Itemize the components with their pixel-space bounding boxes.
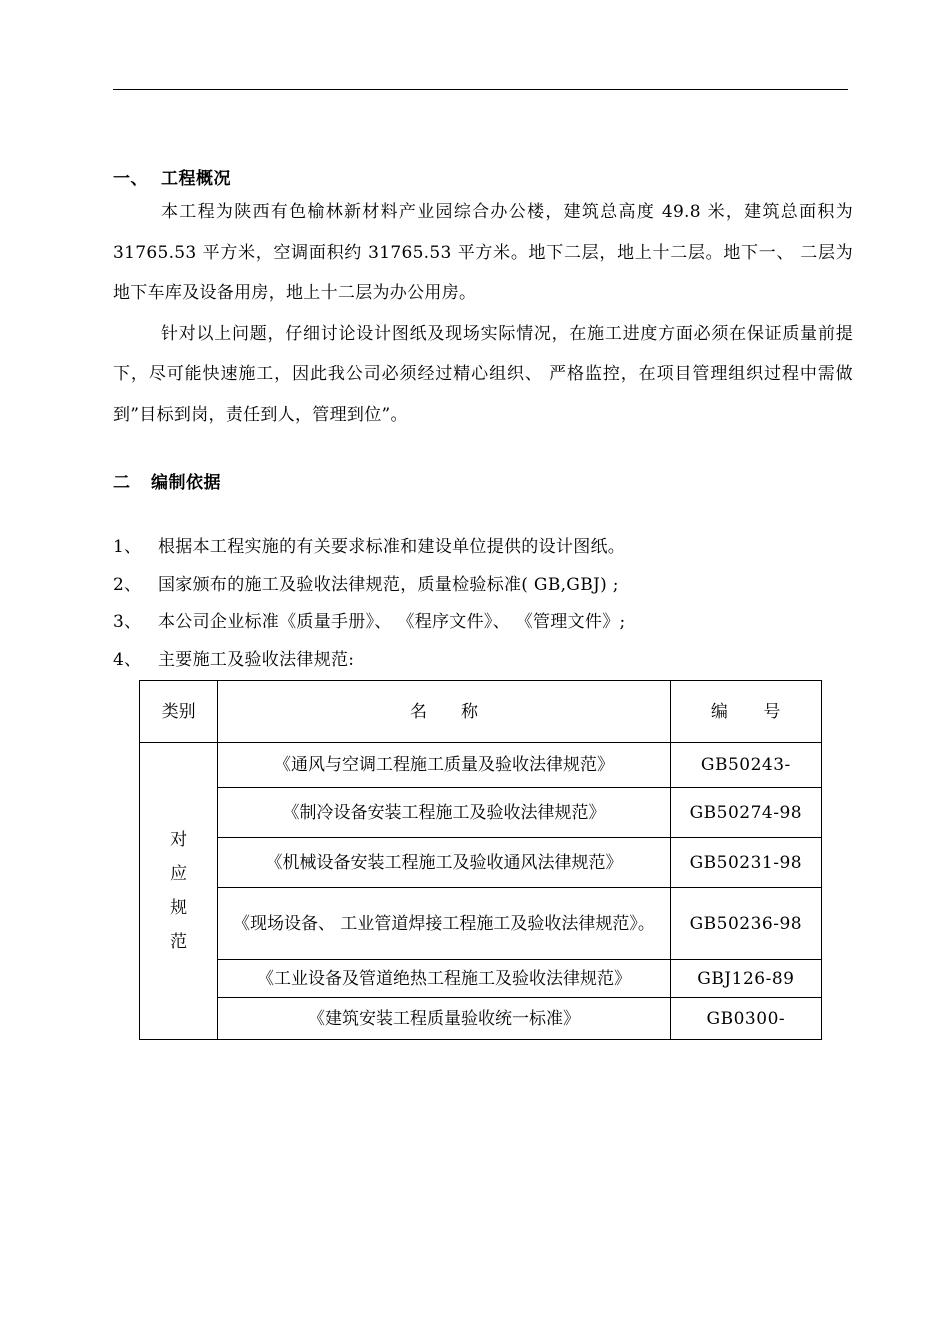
section-number: 二: [113, 473, 131, 493]
overview-text: [113, 192, 853, 435]
table-row: [140, 788, 822, 838]
item-text: 主要施工及验收法律规范:: [158, 650, 355, 670]
standard-code: GB50274-98: [670, 788, 821, 838]
list-item: [113, 532, 625, 557]
standard-name: 《制冷设备安装工程施工及验收法律规范》: [218, 788, 670, 838]
standard-code: GB50231-98: [670, 838, 821, 888]
header-code: 编 号: [670, 681, 821, 743]
item-text: 本公司企业标准《质量手册》、 《程序文件》、 《管理文件》;: [158, 612, 626, 632]
header-rule: [113, 89, 848, 90]
item-number: 2、: [113, 575, 142, 595]
standard-code: GB50243-: [670, 743, 821, 788]
standard-name: 《通风与空调工程施工质量及验收法律规范》: [218, 743, 670, 788]
list-item: [113, 570, 619, 595]
section-heading-overview: [113, 164, 231, 189]
standard-name: 《工业设备及管道绝热工程施工及验收法律规范》: [218, 960, 670, 998]
category-char: 规: [170, 898, 188, 918]
category-cell: [140, 743, 218, 1040]
item-number: 3、: [113, 612, 142, 632]
section-number: 一、: [113, 169, 148, 189]
list-item: [113, 645, 354, 670]
table-row: [140, 888, 822, 960]
section-title: 编制依据: [151, 473, 221, 493]
table-row: [140, 960, 822, 998]
standard-code: GB0300-: [670, 998, 821, 1040]
paragraph: 针对以上问题，仔细讨论设计图纸及现场实际情况，在施工进度方面必须在保证质量前提下，尽可能快速施工，因此我公司必须经过精心组织、 严格监控，在项目管理组织过程中需做到”目标到岗，责任到人，管理到位”。: [113, 323, 853, 425]
category-char: 应: [170, 864, 188, 884]
table-row: [140, 743, 822, 788]
standard-code: GBJ126-89: [670, 960, 821, 998]
standards-table: [139, 680, 822, 1040]
standard-name: 《建筑安装工程质量验收统一标准》: [218, 998, 670, 1040]
category-char: 对: [170, 830, 188, 850]
item-text: 国家颁布的施工及验收法律规范，质量检验标准( GB,GBJ) ;: [158, 575, 619, 595]
header-category: 类别: [140, 681, 218, 743]
category-char: 范: [170, 932, 188, 952]
standard-name: 《机械设备安装工程施工及验收通风法律规范》: [218, 838, 670, 888]
standard-name: 《现场设备、 工业管道焊接工程施工及验收法律规范》。: [218, 888, 670, 960]
standard-code: GB50236-98: [670, 888, 821, 960]
item-number: 1、: [113, 537, 142, 557]
table-row: [140, 998, 822, 1040]
section-heading-basis: [113, 468, 221, 493]
item-number: 4、: [113, 650, 142, 670]
header-name: 名 称: [218, 681, 670, 743]
section-title: 工程概况: [161, 169, 231, 189]
table-row: [140, 838, 822, 888]
paragraph: 本工程为陕西有色榆林新材料产业园综合办公楼，建筑总高度 49.8 米，建筑总面积为 31765.53 平方米，空调面积约 31765.53 平方米。地下二层，地上十二层。地下一、 二层为地下车库及设备用房，地上十二层为办公用房。: [113, 202, 853, 303]
table-header-row: [140, 681, 822, 743]
item-text: 根据本工程实施的有关要求标准和建设单位提供的设计图纸。: [158, 537, 626, 557]
list-item: [113, 607, 626, 632]
